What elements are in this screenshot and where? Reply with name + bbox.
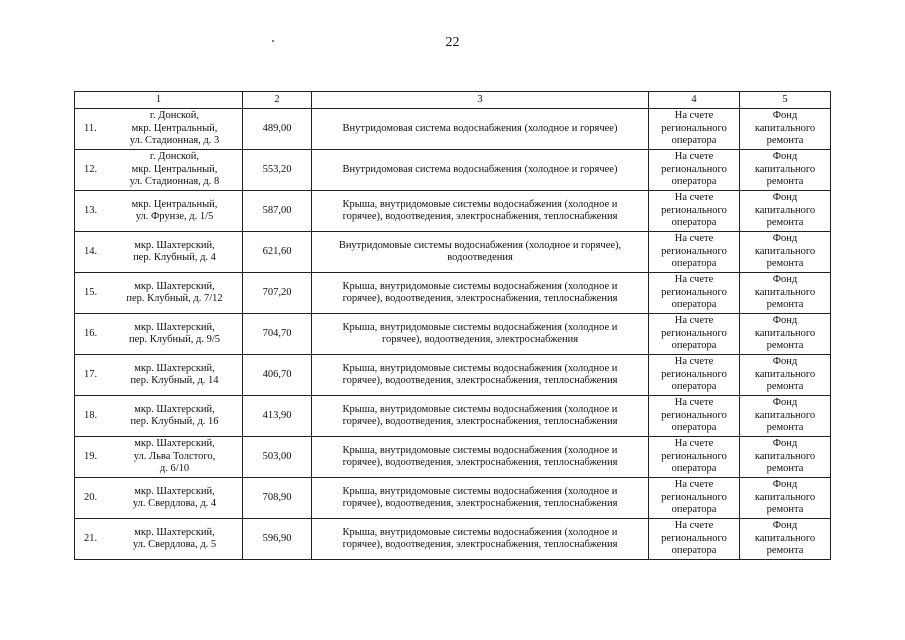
account-cell-line: регионального	[661, 163, 727, 175]
account-cell-line: оператора	[671, 217, 717, 229]
area-cell: 596,90	[243, 519, 312, 560]
account-cell	[649, 519, 740, 560]
works-cell-line: Крыша, внутридомовые системы водоснабжения (холодное и	[342, 403, 618, 415]
fund-cell-line: капитального	[754, 163, 816, 175]
account-cell-line: оператора	[671, 299, 717, 311]
address-line: мкр. Шахтерский,	[134, 438, 215, 450]
address-line: г. Донской,	[149, 151, 200, 163]
address-line: мкр. Центральный,	[131, 198, 218, 210]
works-cell-line: горячее), водоотведения, электроснабжения	[381, 334, 579, 345]
works-cell	[312, 314, 649, 355]
address-line: мкр. Шахтерский,	[134, 362, 215, 374]
area-cell: 704,70	[243, 314, 312, 355]
area-cell: 489,00	[243, 109, 312, 150]
address-cell	[75, 355, 243, 396]
header-col-2: 2	[243, 92, 312, 109]
fund-cell	[740, 191, 831, 232]
fund-cell-line: капитального	[754, 532, 816, 544]
account-cell-line: На счете	[674, 438, 714, 450]
works-cell-line: горячее), водоотведения, электроснабжения, теплоснабжения	[342, 211, 618, 222]
address-cell	[75, 273, 243, 314]
address-line: мкр. Шахтерский,	[134, 526, 215, 538]
row-number: 19.	[84, 450, 98, 462]
works-cell	[312, 478, 649, 519]
fund-cell	[740, 314, 831, 355]
table-row	[75, 232, 831, 273]
address-line: г. Донской,	[149, 110, 200, 122]
works-cell-line: Внутридомовые системы водоснабжения (холодное и горячее),	[338, 239, 622, 251]
row-number: 12.	[84, 163, 98, 175]
table-row	[75, 150, 831, 191]
fund-cell	[740, 437, 831, 478]
header-col-3: 3	[312, 92, 649, 109]
works-cell-line: Крыша, внутридомовые системы водоснабжения (холодное и	[342, 321, 618, 333]
fund-cell-line: Фонд	[772, 438, 798, 450]
fund-cell	[740, 150, 831, 191]
account-cell	[649, 396, 740, 437]
account-cell-line: На счете	[674, 110, 714, 122]
account-cell-line: оператора	[671, 545, 717, 557]
address-line: мкр. Шахтерский,	[134, 280, 215, 292]
fund-cell-line: Фонд	[772, 315, 798, 327]
header-col-1: 1	[75, 92, 243, 109]
fund-cell-line: ремонта	[766, 299, 804, 311]
address-line: д. 6/10	[159, 463, 190, 475]
works-cell-line: Крыша, внутридомовые системы водоснабжения (холодное и	[342, 444, 618, 456]
account-cell-line: регионального	[661, 409, 727, 421]
works-cell	[312, 437, 649, 478]
address-line: ул. Стадионная, д. 8	[129, 176, 220, 188]
account-cell	[649, 150, 740, 191]
account-cell-line: регионального	[661, 532, 727, 544]
area-cell: 587,00	[243, 191, 312, 232]
table-header-row	[75, 92, 831, 109]
fund-cell-line: капитального	[754, 245, 816, 257]
account-cell-line: регионального	[661, 245, 727, 257]
fund-cell	[740, 355, 831, 396]
fund-cell-line: Фонд	[772, 110, 798, 122]
fund-cell	[740, 478, 831, 519]
fund-cell	[740, 109, 831, 150]
fund-cell-line: капитального	[754, 204, 816, 216]
fund-cell-line: капитального	[754, 122, 816, 134]
fund-cell-line: капитального	[754, 286, 816, 298]
address-cell	[75, 109, 243, 150]
account-cell-line: оператора	[671, 135, 717, 147]
account-cell-line: регионального	[661, 327, 727, 339]
account-cell-line: На счете	[674, 479, 714, 491]
fund-cell-line: Фонд	[772, 397, 798, 409]
table-row	[75, 355, 831, 396]
header-col-5: 5	[740, 92, 831, 109]
address-cell	[75, 232, 243, 273]
works-cell-line: Крыша, внутридомовые системы водоснабжения (холодное и	[342, 526, 618, 538]
account-cell-line: регионального	[661, 450, 727, 462]
works-cell	[312, 109, 649, 150]
address-line: мкр. Шахтерский,	[134, 239, 215, 251]
address-line: пер. Клубный, д. 9/5	[128, 334, 221, 345]
area-cell: 503,00	[243, 437, 312, 478]
address-line: ул. Свердлова, д. 4	[132, 498, 217, 509]
works-cell	[312, 273, 649, 314]
table-row	[75, 519, 831, 560]
header-col-4: 4	[649, 92, 740, 109]
fund-cell-line: ремонта	[766, 176, 804, 188]
row-number: 15.	[84, 286, 98, 298]
address-line: пер. Клубный, д. 14	[130, 375, 219, 386]
account-cell-line: регионального	[661, 368, 727, 380]
works-cell	[312, 150, 649, 191]
address-line: ул. Стадионная, д. 3	[129, 135, 220, 147]
address-line: мкр. Шахтерский,	[134, 321, 215, 333]
address-line: пер. Клубный, д. 4	[133, 252, 216, 263]
account-cell-line: На счете	[674, 356, 714, 368]
works-cell-line: горячее), водоотведения, электроснабжения, теплоснабжения	[342, 416, 618, 427]
fund-cell-line: ремонта	[766, 217, 804, 229]
fund-cell-line: ремонта	[766, 381, 804, 393]
works-cell-line: Внутридомовая система водоснабжения (холодное и горячее)	[342, 122, 618, 134]
works-cell-line: Крыша, внутридомовые системы водоснабжения (холодное и	[342, 485, 618, 497]
row-number: 17.	[84, 368, 98, 380]
account-cell-line: оператора	[671, 504, 717, 516]
table-row	[75, 437, 831, 478]
account-cell-line: оператора	[671, 258, 717, 270]
row-number: 16.	[84, 327, 98, 339]
table-row	[75, 478, 831, 519]
address-cell	[75, 314, 243, 355]
works-cell	[312, 519, 649, 560]
fund-cell-line: ремонта	[766, 422, 804, 434]
table-row	[75, 273, 831, 314]
fund-cell	[740, 519, 831, 560]
account-cell-line: На счете	[674, 233, 714, 245]
row-number: 11.	[84, 122, 97, 134]
row-number: 21.	[84, 532, 98, 544]
account-cell	[649, 478, 740, 519]
works-cell-line: водоотведения	[447, 252, 513, 263]
fund-cell-line: ремонта	[766, 135, 804, 147]
area-cell: 413,90	[243, 396, 312, 437]
address-cell	[75, 396, 243, 437]
area-cell: 621,60	[243, 232, 312, 273]
works-cell-line: Крыша, внутридомовые системы водоснабжения (холодное и	[342, 362, 618, 374]
address-line: ул. Льва Толстого,	[133, 450, 216, 462]
works-cell	[312, 232, 649, 273]
account-cell-line: На счете	[674, 315, 714, 327]
account-cell-line: На счете	[674, 520, 714, 532]
address-cell	[75, 437, 243, 478]
fund-cell-line: ремонта	[766, 340, 804, 352]
account-cell-line: оператора	[671, 463, 717, 475]
fund-cell-line: ремонта	[766, 463, 804, 475]
fund-cell-line: Фонд	[772, 274, 798, 286]
area-cell: 708,90	[243, 478, 312, 519]
account-cell-line: регионального	[661, 286, 727, 298]
fund-cell-line: капитального	[754, 450, 816, 462]
account-cell-line: оператора	[671, 340, 717, 352]
works-cell	[312, 396, 649, 437]
address-cell	[75, 519, 243, 560]
works-cell-line: Крыша, внутридомовые системы водоснабжения (холодное и	[342, 198, 618, 210]
area-cell: 707,20	[243, 273, 312, 314]
account-cell-line: регионального	[661, 122, 727, 134]
fund-cell-line: капитального	[754, 409, 816, 421]
fund-cell-line: капитального	[754, 368, 816, 380]
fund-cell	[740, 273, 831, 314]
table-row	[75, 396, 831, 437]
fund-cell-line: капитального	[754, 491, 816, 503]
works-cell-line: горячее), водоотведения, электроснабжения, теплоснабжения	[342, 539, 618, 550]
fund-cell-line: Фонд	[772, 356, 798, 368]
address-cell	[75, 478, 243, 519]
fund-cell-line: капитального	[754, 327, 816, 339]
account-cell-line: регионального	[661, 204, 727, 216]
works-cell-line: горячее), водоотведения, электроснабжения, теплоснабжения	[342, 293, 618, 304]
fund-cell	[740, 232, 831, 273]
works-cell-line: горячее), водоотведения, электроснабжения, теплоснабжения	[342, 498, 618, 509]
address-cell	[75, 191, 243, 232]
address-line: мкр. Шахтерский,	[134, 403, 215, 415]
row-number: 20.	[84, 491, 98, 503]
fund-cell-line: Фонд	[772, 520, 798, 532]
account-cell-line: оператора	[671, 176, 717, 188]
account-cell-line: На счете	[674, 397, 714, 409]
address-cell	[75, 150, 243, 191]
account-cell	[649, 273, 740, 314]
fund-cell-line: Фонд	[772, 192, 798, 204]
table-row	[75, 314, 831, 355]
address-line: ул. Свердлова, д. 5	[132, 539, 217, 550]
fund-cell-line: ремонта	[766, 545, 804, 557]
fund-cell-line: Фонд	[772, 233, 798, 245]
repair-table	[74, 91, 831, 560]
works-cell-line: Крыша, внутридомовые системы водоснабжения (холодное и	[342, 280, 618, 292]
address-line: ул. Фрунзе, д. 1/5	[135, 211, 214, 222]
address-line: мкр. Центральный,	[131, 163, 218, 175]
table-row	[75, 109, 831, 150]
account-cell	[649, 191, 740, 232]
account-cell-line: регионального	[661, 491, 727, 503]
works-cell	[312, 191, 649, 232]
address-line: мкр. Центральный,	[131, 122, 218, 134]
works-cell-line: Внутридомовая система водоснабжения (холодное и горячее)	[342, 163, 618, 175]
table-body	[75, 109, 831, 560]
account-cell-line: На счете	[674, 192, 714, 204]
area-cell: 553,20	[243, 150, 312, 191]
account-cell-line: оператора	[671, 381, 717, 393]
account-cell	[649, 355, 740, 396]
row-number: 18.	[84, 409, 98, 421]
account-cell-line: оператора	[671, 422, 717, 434]
fund-cell-line: Фонд	[772, 479, 798, 491]
address-line: мкр. Шахтерский,	[134, 485, 215, 497]
account-cell	[649, 437, 740, 478]
page-number: 22	[445, 35, 460, 50]
area-cell: 406,70	[243, 355, 312, 396]
fund-cell-line: Фонд	[772, 151, 798, 163]
works-cell-line: горячее), водоотведения, электроснабжения, теплоснабжения	[342, 375, 618, 386]
account-cell	[649, 109, 740, 150]
account-cell-line: На счете	[674, 274, 714, 286]
address-line: пер. Клубный, д. 16	[130, 416, 219, 427]
table-row	[75, 191, 831, 232]
fund-cell-line: ремонта	[766, 258, 804, 270]
address-line: пер. Клубный, д. 7/12	[126, 293, 223, 304]
works-cell-line: горячее), водоотведения, электроснабжения, теплоснабжения	[342, 457, 618, 468]
row-number: 13.	[84, 204, 98, 216]
fund-cell-line: ремонта	[766, 504, 804, 516]
fund-cell	[740, 396, 831, 437]
account-cell	[649, 314, 740, 355]
scan-dot	[272, 40, 274, 42]
account-cell-line: На счете	[674, 151, 714, 163]
row-number: 14.	[84, 245, 98, 257]
account-cell	[649, 232, 740, 273]
works-cell	[312, 355, 649, 396]
